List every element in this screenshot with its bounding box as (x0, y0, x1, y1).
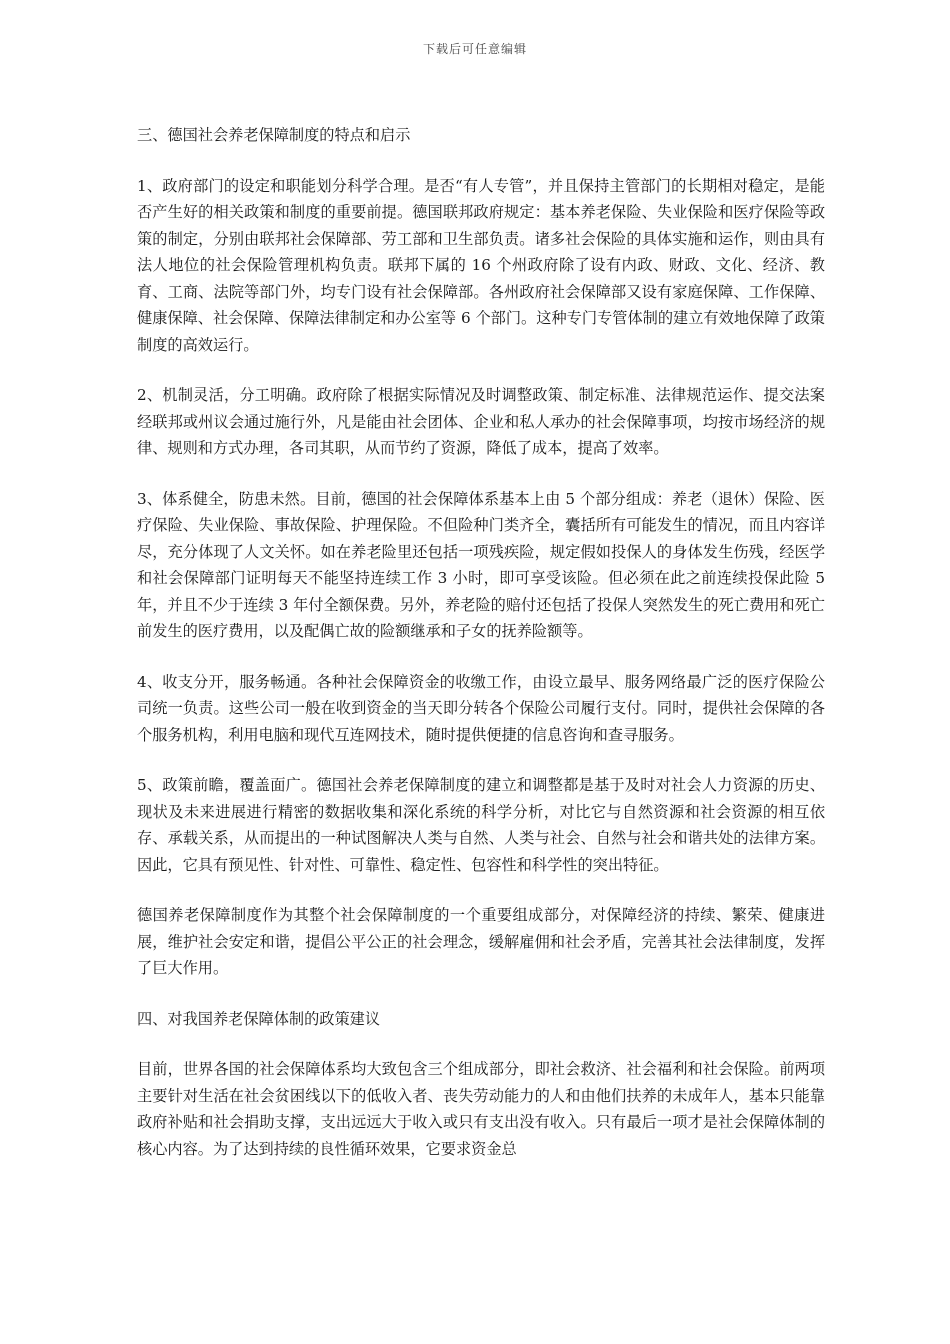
paragraph-3: 3、体系健全，防患未然。目前，德国的社会保障体系基本上由 5 个部分组成：养老（退休）保险、医疗保险、失业保险、事故保险、护理保险。不但险种门类齐全，囊括所有可能发生的情况，而且内容详尽，充分体现了人文关怀。如在养老险里还包括一项残疾险，规定假如投保人的身体发生伤残，经医学和社会保障部门证明每天不能坚持连续工作 3 小时，即可享受该险。但必须在此之前连续投保此险 5 年，并且不少于连续 3 年付全额保费。另外，养老险的赔付还包括了投保人突然发生的死亡费用和死亡前发生的医疗费用，以及配偶亡故的险额继承和子女的抚养险额等。 (137, 489, 825, 640)
paragraph-2: 2、机制灵活，分工明确。政府除了根据实际情况及时调整政策、制定标准、法律规范运作、提交法案经联邦或州议会通过施行外，凡是能由社会团体、企业和私人承办的社会保障事项，均按市场经济的规律、规则和方式办理，各司其职，从而节约了资源，降低了成本，提高了效率。 (137, 386, 825, 457)
paragraph-5: 5、政策前瞻，覆盖面广。德国社会养老保障制度的建立和调整都是基于及时对社会人力资源的历史、现状及未来进展进行精密的数据收集和深化系统的科学分析，对比它与自然资源和社会资源的相互依存、承载关系，从而提出的一种试图解决人类与自然、人类与社会、自然与社会和谐共处的法律方案。因此，它具有预见性、针对性、可靠性、稳定性、包容性和科学性的突出特征。 (137, 776, 825, 874)
document-body (137, 122, 825, 1186)
paragraph-4: 4、收支分开，服务畅通。各种社会保障资金的收缴工作，由设立最早、服务网络最广泛的医疗保险公司统一负责。这些公司一般在收到资金的当天即分转各个保险公司履行支付。同时，提供社会保障的各个服务机构，利用电脑和现代互连网技术，随时提供便捷的信息咨询和查寻服务。 (137, 672, 825, 744)
paragraph-7: 目前，世界各国的社会保障体系均大致包含三个组成部分，即社会救济、社会福利和社会保险。前两项主要针对生活在社会贫困线以下的低收入者、丧失劳动能力的人和由他们扶养的未成年人，基本只能靠政府补贴和社会捐助支撑，支出远远大于收入或只有支出没有收入。只有最后一项才是社会保障体制的核心内容。为了达到持续的良性循环效果，它要求资金总 (137, 1060, 825, 1158)
section-heading-4: 四、对我国养老保障体制的政策建议 (137, 1009, 380, 1028)
page-header: 下载后可任意编辑 (422, 42, 527, 56)
paragraph-6: 德国养老保障制度作为其整个社会保障制度的一个重要组成部分，对保障经济的持续、繁荣、健康进展，维护社会安定和谐，提倡公平公正的社会理念，缓解雇佣和社会矛盾，完善其社会法律制度，发挥了巨大作用。 (137, 906, 825, 977)
paragraph-1: 1、政府部门的设定和职能划分科学合理。是否“有人专管”，并且保持主管部门的长期相对稳定，是能否产生好的相关政策和制度的重要前提。德国联邦政府规定：基本养老保险、失业保险和医疗保险等政策的制定，分别由联邦社会保障部、劳工部和卫生部负责。诸多社会保险的具体实施和运作，则由具有法人地位的社会保险管理机构负责。联邦下属的 16 个州政府除了设有内政、财政、文化、经济、教育、工商、法院等部门外，均专门设有社会保障部。各州政府社会保障部又设有家庭保障、工作保障、健康保障、社会保障、保障法律制定和办公室等 6 个部门。这种专门专管体制的建立有效地保障了政策制度的高效运行。 (137, 176, 825, 354)
section-heading-3: 三、德国社会养老保障制度的特点和启示 (137, 126, 411, 144)
